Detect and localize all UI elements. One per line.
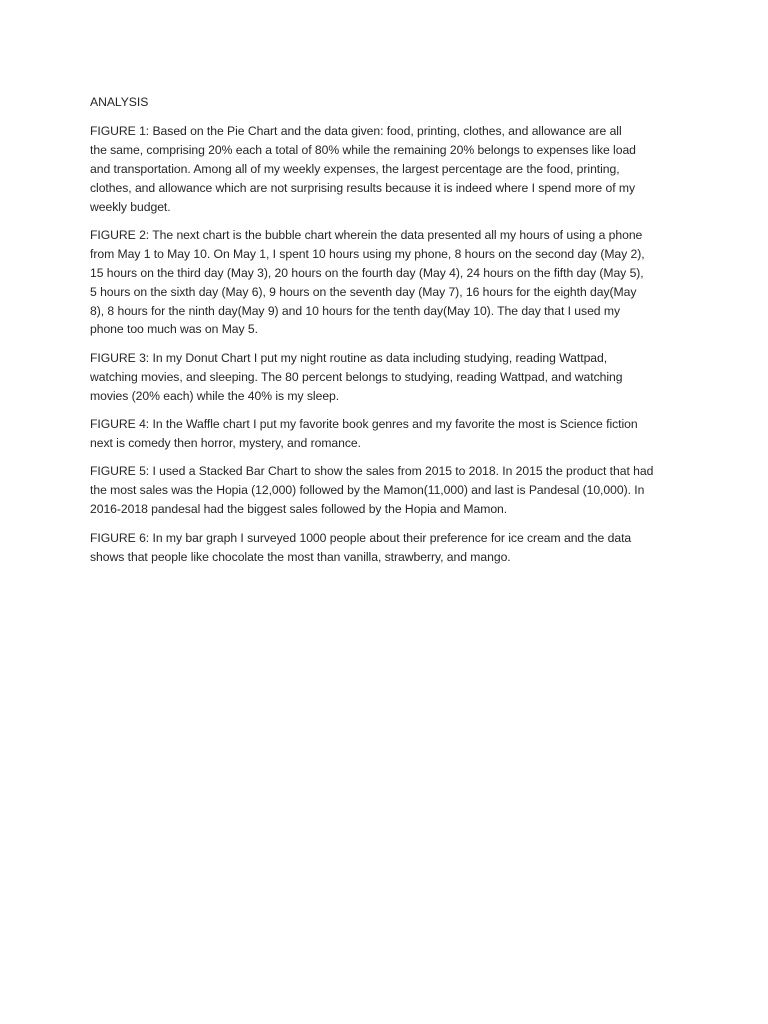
paragraph-line: 15 hours on the third day (May 3), 20 hours on the fourth day (May 4), 24 hours on the fifth day (May 5), <box>90 265 644 280</box>
paragraph-line: phone too much was on May 5. <box>90 322 258 337</box>
paragraph-line: FIGURE 3: In my Donut Chart I put my night routine as data including studying, reading Wattpad, <box>90 350 608 365</box>
paragraph-line: from May 1 to May 10. On May 1, I spent 10 hours using my phone, 8 hours on the second day (May 2), <box>90 246 645 261</box>
document-page <box>90 93 676 576</box>
figure-3-paragraph <box>90 349 676 406</box>
figure-1-paragraph <box>90 122 676 217</box>
paragraph-line: FIGURE 6: In my bar graph I surveyed 1000 people about their preference for ice cream and the data <box>90 530 632 545</box>
paragraph-line: FIGURE 2: The next chart is the bubble chart wherein the data presented all my hours of using a phone <box>90 227 643 242</box>
figure-2-paragraph <box>90 226 676 339</box>
paragraph-line: shows that people like chocolate the most than vanilla, strawberry, and mango. <box>90 549 511 564</box>
paragraph-line: FIGURE 4: In the Waffle chart I put my favorite book genres and my favorite the most is Science fiction <box>90 417 638 432</box>
paragraph-line: the most sales was the Hopia (12,000) followed by the Mamon(11,000) and last is Pandesal (10,000). In <box>90 483 645 498</box>
analysis-heading: ANALYSIS <box>90 95 149 109</box>
paragraph-line: and transportation. Among all of my weekly expenses, the largest percentage are the food, printing, <box>90 161 620 176</box>
paragraph-line: clothes, and allowance which are not surprising results because it is indeed where I spend more of my <box>90 180 636 195</box>
paragraph-list <box>90 122 676 567</box>
figure-5-paragraph <box>90 462 676 519</box>
paragraph-line: next is comedy then horror, mystery, and romance. <box>90 436 361 450</box>
paragraph-line: movies (20% each) while the 40% is my sleep. <box>90 388 340 403</box>
paragraph-line: 5 hours on the sixth day (May 6), 9 hours on the seventh day (May 7), 16 hours for the eighth day(May <box>90 284 637 299</box>
paragraph-line: watching movies, and sleeping. The 80 percent belongs to studying, reading Wattpad, and watching <box>90 369 623 384</box>
paragraph-line: FIGURE 5: I used a Stacked Bar Chart to show the sales from 2015 to 2018. In 2015 the product that had <box>90 464 654 479</box>
paragraph-line: weekly budget. <box>90 199 171 214</box>
paragraph-line: FIGURE 1: Based on the Pie Chart and the data given: food, printing, clothes, and allowance are all <box>90 123 622 138</box>
paragraph-line: 2016-2018 pandesal had the biggest sales followed by the Hopia and Mamon. <box>90 502 508 517</box>
figure-6-paragraph <box>90 529 676 567</box>
paragraph-line: the same, comprising 20% each a total of 80% while the remaining 20% belongs to expenses like load <box>90 142 636 157</box>
figure-4-paragraph <box>90 415 676 453</box>
paragraph-line: 8), 8 hours for the ninth day(May 9) and 10 hours for the tenth day(May 10). The day that I used my <box>90 303 621 318</box>
